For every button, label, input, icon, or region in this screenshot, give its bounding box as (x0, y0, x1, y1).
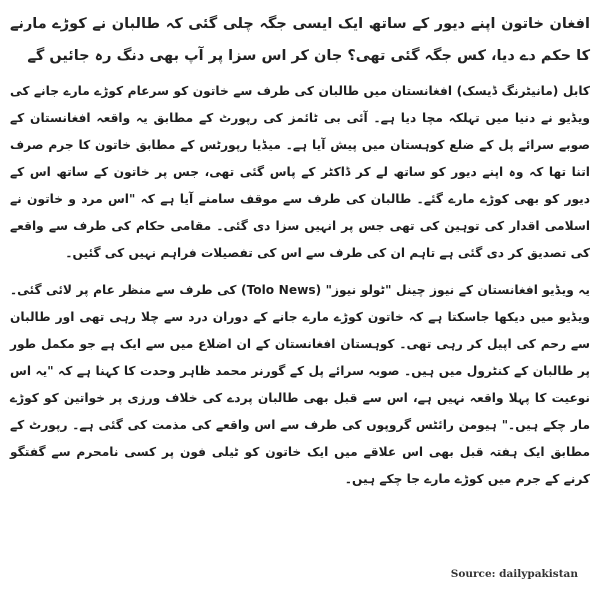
article-headline: افغان خاتون اپنے دیور کے ساتھ ایک ایسی جگہ چلی گئی کہ طالبان نے کوڑے مارنے کا حکم دے دیا، کس جگہ گئی تھی؟ جان کر اس سزا پر آپ بھی دنگ رہ جائیں گے (10, 16, 590, 64)
source-credit: Source: dailypakistan (450, 568, 578, 580)
article-paragraph-1: کابل (مانیٹرنگ ڈیسک) افغانستان میں طالبان کی طرف سے خاتون کو سرعام کوڑے مارے جانے کی ویڈیو نے دنیا میں تہلکہ مچا دیا ہے۔ آئی بی ٹائمز کی رپورٹ کے مطابق یہ واقعہ افغانستان کے صوبے سرائے پل کے ضلع کوہستان میں پیش آیا ہے۔ میڈیا رپورٹس کے مطابق خاتون کا جرم صرف اتنا تھا کہ وہ اپنے دیور کو ساتھ لے کر ڈاکٹر کے پاس گئی تھی، جس پر خاتون کے ساتھ اس کے دیور کو بھی کوڑے مارے گئے۔ طالبان کی طرف سے موقف سامنے آیا ہے کہ "اس مرد و خاتون نے اسلامی اقدار کی توہین کی تھی جس پر انہیں سزا دی گئی۔ مقامی حکام کی طرف سے واقعے کی تصدیق کر دی گئی ہے تاہم ان کی طرف سے اس کی تفصیلات فراہم نہیں کی گئیں۔ (10, 84, 590, 260)
article-paragraph-2: یہ ویڈیو افغانستان کے نیوز چینل "ٹولو نیوز" (Tolo News) کی طرف سے منظر عام پر لائی گئی۔ ویڈیو میں دیکھا جاسکتا ہے کہ خاتون کوڑے مارے جانے کے دوران درد سے چلا رہی تھی اور طالبان سے رحم کی اپیل کر رہی تھی۔ کوہستان افغانستان کے ان اضلاع میں سے ایک ہے جو مکمل طور پر طالبان کے کنٹرول میں ہیں۔ صوبہ سرائے پل کے گورنر محمد ظاہر وحدت کا کہنا ہے کہ "یہ اس نوعیت کا پہلا واقعہ نہیں ہے، اس سے قبل بھی طالبان پردے کی خلاف ورزی پر خواتین کو کوڑے مار چکے ہیں۔" ہیومن رائٹس گروپوں کی طرف سے اس واقعے کی مذمت کی گئی ہے۔ رپورٹ کے مطابق ایک ہفتہ قبل بھی اس علاقے میں ایک خاتون کو ٹیلی فون پر کسی نامحرم سے گفتگو کرنے کے جرم میں کوڑے مارے جا چکے ہیں۔ (10, 283, 591, 486)
article (10, 8, 590, 503)
